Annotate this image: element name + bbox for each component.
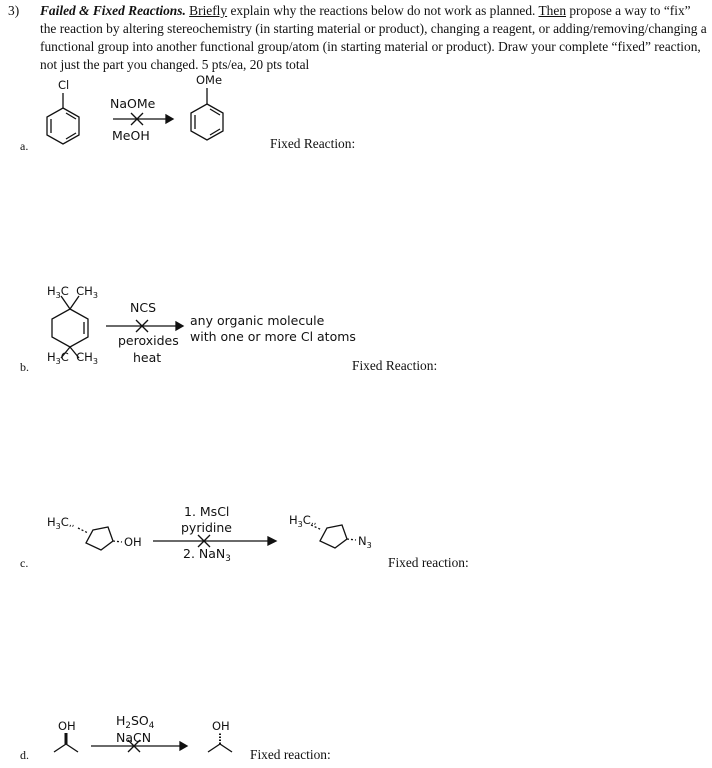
part-a-label: a. (20, 139, 29, 153)
reagent-ncs: NCS (130, 300, 157, 315)
reaction-arrow-b (106, 320, 183, 332)
reagent-naome: NaOMe (110, 96, 156, 111)
c-hydroxyl: OH (124, 535, 142, 549)
d-hydroxyl-start: OH (58, 719, 76, 733)
chloro-substituent: Cl (58, 78, 70, 92)
isopropanol-product-structure (208, 733, 232, 752)
condition-heat: heat (133, 350, 162, 365)
product-description-line1: any organic molecule (190, 313, 325, 328)
fixed-reaction-label-b: Fixed Reaction: (352, 358, 438, 373)
product-description-line2: with one or more Cl atoms (190, 329, 356, 344)
methylcyclopentyl-azide-structure (311, 525, 356, 548)
top-methyl-groups: $H_3C$ $CH_3$ (47, 284, 98, 300)
fixed-reaction-label-d: Fixed reaction: (250, 747, 331, 762)
isopropanol-structure (54, 733, 78, 752)
bottom-methyl-groups: $H_3C$ $CH_3$ (47, 350, 98, 366)
reagent-h2so4: $H_2SO_4$ (116, 713, 155, 731)
part-b-label: b. (20, 360, 29, 374)
question-number: 3) (8, 3, 20, 18)
reagent-peroxides: peroxides (118, 333, 179, 348)
reagent-nacn: NaCN (116, 730, 152, 745)
step2-nan3: 2. NaN$_3$ (183, 546, 231, 564)
reaction-arrow-a (113, 113, 173, 125)
question-text-1: explain why the reactions below do not work as planned. (227, 3, 539, 18)
part-d-label: d. (20, 748, 29, 762)
part-c-label: c. (20, 556, 29, 570)
tetramethylcyclohexene-structure (52, 296, 88, 358)
methoxy-substituent: OMe (196, 73, 223, 87)
c-azide: $N_3$ (358, 534, 372, 550)
d-hydroxyl-product: OH (212, 719, 230, 733)
methylcyclopentanol-structure (78, 527, 122, 550)
then-word: Then (538, 3, 567, 18)
anisole-structure (191, 88, 223, 140)
step1-mscl: 1. MsCl (184, 504, 230, 519)
chlorobenzene-structure (47, 93, 79, 144)
c-methyl-product: $H_3C$,, (289, 513, 317, 529)
c-methyl-start: $H_3C$,, (47, 515, 75, 531)
solvent-meoh: MeOH (112, 128, 150, 143)
question-title: Failed & Fixed Reactions. (40, 3, 186, 18)
question-text-2: propose a way to “fix” the reaction by altering stereochemistry (in starting material or product), changing a reagent, or adding/removing/changing a functional group into another functional group/atom (in starting material or product). Draw your complete “fixed” reaction, not just the part you changed. 5 pts/ea, 20 pts total (40, 3, 707, 72)
fixed-reaction-label-c: Fixed reaction: (388, 555, 469, 570)
fixed-reaction-label-a: Fixed Reaction: (270, 136, 356, 151)
briefly-word: Briefly (189, 3, 228, 18)
step1-pyridine: pyridine (181, 520, 232, 535)
